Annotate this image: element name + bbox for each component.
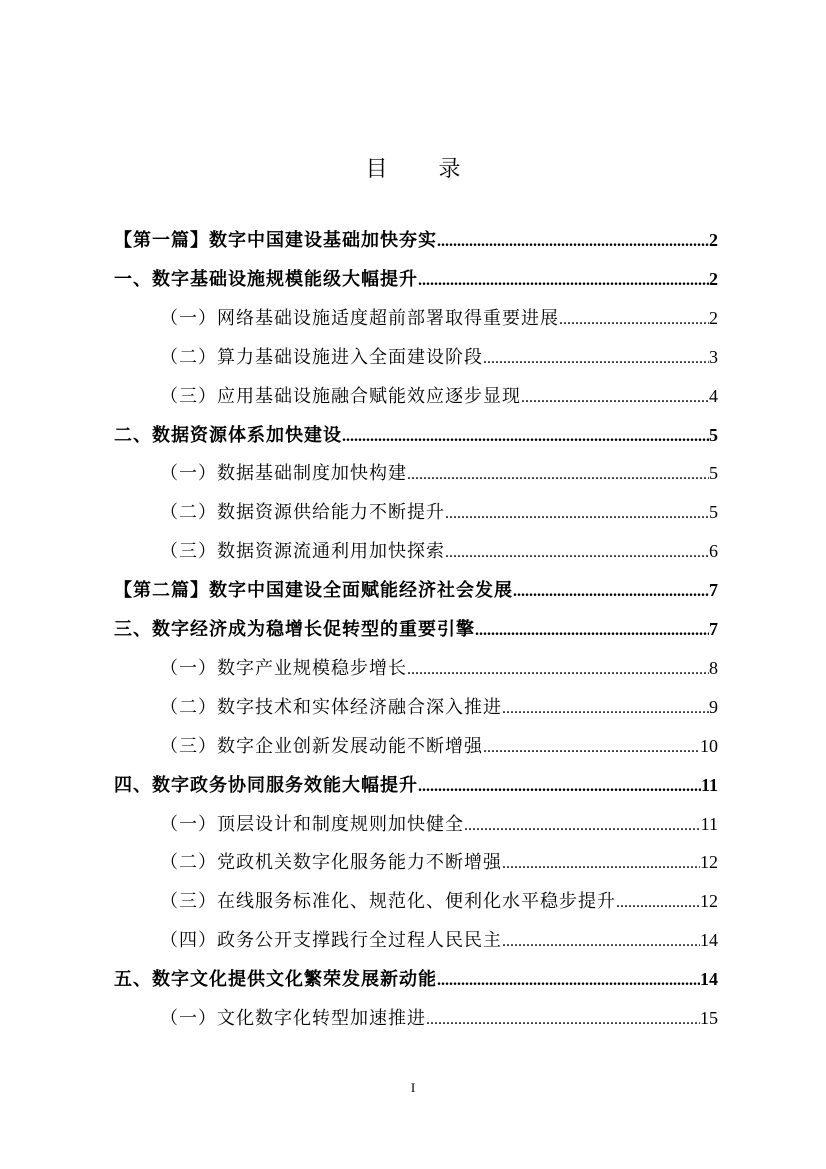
toc-entry-page-number: 2 <box>709 268 718 289</box>
dot-leader <box>437 972 700 990</box>
toc-entry-title: 四、数字政务协同服务效能大幅提升 <box>114 774 418 796</box>
toc-entry-page-number: 12 <box>700 891 718 912</box>
toc-entry[interactable] <box>114 965 718 995</box>
toc-entry-title: 三、数字经济成为稳增长促转型的重要引擎 <box>114 619 475 640</box>
dot-leader <box>445 505 709 523</box>
dot-leader <box>502 855 700 873</box>
toc-entry-title: （三）应用基础设施融合赋能效应逐步显现 <box>160 385 521 407</box>
dot-leader <box>483 350 709 368</box>
toc-entry[interactable] <box>160 1004 718 1034</box>
toc-entry[interactable] <box>160 848 718 878</box>
dot-leader <box>483 739 700 757</box>
toc-entry-title: （二）党政机关数字化服务能力不断增强 <box>160 852 502 874</box>
toc-entry-title: 一、数字基础设施规模能级大幅提升 <box>114 268 418 290</box>
dot-leader <box>513 583 709 601</box>
toc-entry-title: （一）数字产业规模稳步增长 <box>160 657 407 679</box>
dot-leader <box>464 817 701 835</box>
toc-entry[interactable] <box>114 265 718 295</box>
toc-entry-title: 二、数据资源体系加快建设 <box>114 424 342 446</box>
toc-entry[interactable] <box>160 654 718 684</box>
toc-entry-page-number: 6 <box>709 541 718 562</box>
toc-entry[interactable] <box>114 576 718 606</box>
toc-entry-page-number: 5 <box>709 502 718 523</box>
toc-entry-page-number: 11 <box>700 774 718 795</box>
toc-entry-page-number: 10 <box>700 735 718 756</box>
page-title: 目 录 <box>365 157 483 182</box>
toc-entry-title: （二）数据资源供给能力不断提升 <box>160 502 445 524</box>
toc-entry-page-number: 5 <box>709 424 718 445</box>
toc-entry[interactable] <box>114 771 718 801</box>
toc-entry-page-number: 3 <box>709 346 718 367</box>
dot-leader <box>559 311 709 329</box>
toc-entry-page-number: 5 <box>709 463 718 484</box>
toc-entry-title: （三）在线服务标准化、规范化、便利化水平稳步提升 <box>160 891 616 913</box>
toc-entry[interactable] <box>114 226 718 256</box>
dot-leader <box>616 894 700 912</box>
toc-entry[interactable] <box>160 887 718 917</box>
dot-leader <box>437 233 709 251</box>
dot-leader <box>475 622 709 640</box>
toc-entry-title: 【第一篇】数字中国建设基础加快夯实 <box>114 230 437 251</box>
dot-leader <box>445 544 709 562</box>
toc-entry-page-number: 2 <box>709 230 718 250</box>
toc-entry[interactable] <box>160 343 718 373</box>
toc-entry[interactable] <box>114 421 718 451</box>
toc-entry-page-number: 15 <box>700 1008 718 1028</box>
toc-entry-page-number: 7 <box>709 580 718 601</box>
dot-leader <box>502 700 709 718</box>
toc-entry[interactable] <box>160 498 718 528</box>
toc-entry-page-number: 12 <box>700 852 718 873</box>
toc-entry-title: （三）数据资源流通利用加快探索 <box>160 541 445 563</box>
dot-leader <box>407 466 709 484</box>
toc-entry-title: （二）数字技术和实体经济融合深入推进 <box>160 696 502 718</box>
toc-entry-page-number: 11 <box>700 813 718 834</box>
toc-entry-title: 【第二篇】数字中国建设全面赋能经济社会发展 <box>114 580 513 602</box>
toc-entry-page-number: 14 <box>700 969 718 990</box>
toc-entry[interactable] <box>160 810 718 840</box>
dot-leader <box>521 389 709 407</box>
toc-entry[interactable] <box>160 693 718 723</box>
toc-entry-title: 五、数字文化提供文化繁荣发展新动能 <box>114 969 437 991</box>
dot-leader <box>426 1011 700 1029</box>
dot-leader <box>418 778 701 796</box>
toc-entry[interactable] <box>160 459 718 489</box>
toc-entry-title: （四）政务公开支撑践行全过程人民民主 <box>160 930 502 952</box>
toc-entry[interactable] <box>160 732 718 762</box>
toc-entry-title: （三）数字企业创新发展动能不断增强 <box>160 735 483 757</box>
toc-entry-title: （一）网络基础设施适度超前部署取得重要进展 <box>160 307 559 329</box>
toc-entry-title: （一）数据基础制度加快构建 <box>160 463 407 485</box>
toc-entry-page-number: 14 <box>700 930 718 951</box>
dot-leader <box>502 933 700 951</box>
toc-entry[interactable] <box>160 382 718 412</box>
toc-entry[interactable] <box>160 537 718 567</box>
dot-leader <box>407 661 709 679</box>
dot-leader <box>342 428 709 446</box>
toc-entry-page-number: 4 <box>709 385 718 406</box>
toc-entry-title: （一）顶层设计和制度规则加快健全 <box>160 813 464 835</box>
toc-entry[interactable] <box>114 615 718 645</box>
toc-entry-page-number: 9 <box>709 696 718 717</box>
dot-leader <box>418 272 709 290</box>
page-number-footer: I <box>410 1080 416 1095</box>
toc-entry-title: （二）算力基础设施进入全面建设阶段 <box>160 346 483 368</box>
toc-entry-page-number: 2 <box>709 307 718 328</box>
toc-entry-page-number: 7 <box>709 619 718 639</box>
toc-entry-page-number: 8 <box>709 657 718 678</box>
toc-entry[interactable] <box>160 304 718 334</box>
toc-entry-title: （一）文化数字化转型加速推进 <box>160 1008 426 1029</box>
toc-entry[interactable] <box>160 926 718 956</box>
